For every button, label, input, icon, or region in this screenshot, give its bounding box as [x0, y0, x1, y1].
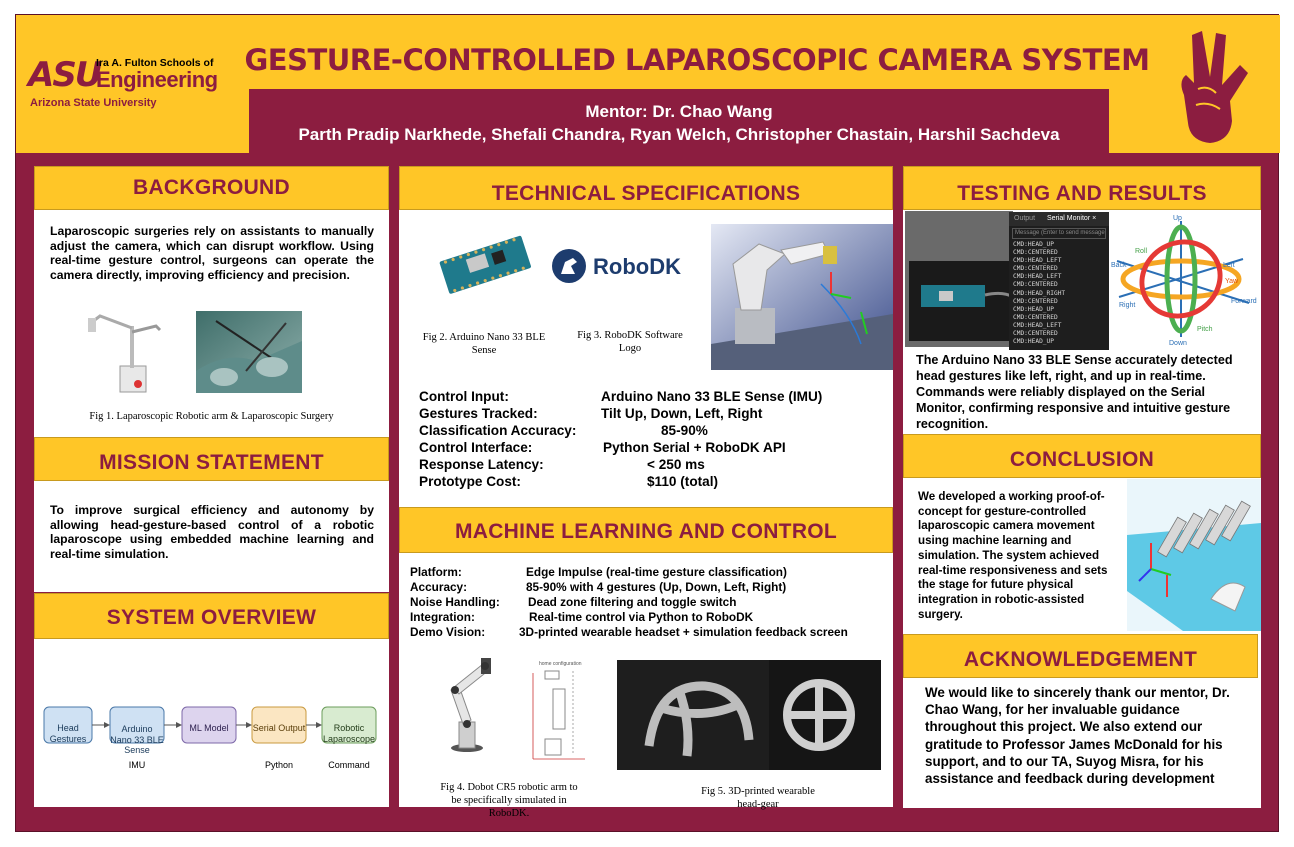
flow-block-robotic-laparoscope: Robotic Laparoscope	[322, 723, 376, 744]
serial-line: CMD:HEAD_UP	[1013, 241, 1054, 248]
axis-label-back: Back	[1111, 262, 1127, 269]
tech-panel	[399, 166, 893, 507]
spec-value: 85-90%	[661, 423, 708, 438]
asu-logo	[28, 55, 228, 115]
serial-monitor	[1009, 212, 1109, 350]
overview-panel	[34, 593, 389, 807]
poster-title: GESTURE-CONTROLLED LAPAROSCOPIC CAMERA SYSTEM	[244, 43, 1150, 77]
spec-key: Classification Accuracy:	[419, 423, 577, 438]
mentor-line: Mentor: Dr. Chao Wang	[585, 102, 773, 121]
serial-line: CMD:HEAD_LEFT	[1013, 273, 1062, 281]
serial-line: CMD:HEAD_UP	[1013, 305, 1054, 313]
serial-tabs	[1009, 212, 1109, 226]
axis-label-left: Left	[1223, 262, 1235, 269]
spec-row	[419, 422, 879, 439]
serial-line: CMD:HEAD_UP	[1013, 338, 1054, 346]
spec-row	[419, 388, 879, 405]
fig3-caption: Fig 3. RoboDK Software Logo	[577, 330, 683, 354]
ml-list	[410, 565, 890, 640]
arduino-board-image	[433, 230, 537, 304]
pitchfork-hand-icon	[1164, 25, 1254, 149]
background-heading: BACKGROUND	[34, 166, 389, 210]
overview-heading: SYSTEM OVERVIEW	[34, 593, 389, 639]
serial-message-input[interactable]: Message (Enter to send message	[1012, 228, 1106, 239]
axis-label-pitch: Pitch	[1197, 326, 1213, 333]
spec-row	[419, 473, 879, 490]
tab-output[interactable]: Output	[1014, 215, 1036, 222]
axis-label-up: Up	[1173, 215, 1182, 222]
flow-sub-python: Python	[264, 760, 294, 770]
spec-value: Arduino Nano 33 BLE Sense (IMU)	[601, 389, 823, 404]
fig5-caption: Fig 5. 3D-printed wearable head-gear	[701, 786, 815, 810]
spec-value: Python Serial + RoboDK API	[603, 440, 786, 455]
tech-heading: TECHNICAL SPECIFICATIONS	[399, 166, 893, 210]
spec-key: Gestures Tracked:	[419, 406, 538, 421]
ml-value: Real-time control via Python to RoboDK	[529, 610, 754, 624]
serial-line: CMD:CENTERED	[1013, 265, 1058, 273]
ack-panel	[903, 634, 1261, 808]
author-banner	[249, 89, 1109, 153]
ml-row	[410, 565, 890, 580]
fig2-caption: Fig 2. Arduino Nano 33 BLE Sense	[422, 332, 546, 356]
ml-row	[410, 625, 890, 640]
axis-label-roll: Roll	[1135, 248, 1148, 255]
robodk-logo-icon	[551, 248, 587, 284]
poster-header	[16, 15, 1280, 153]
fig4-caption: Fig 4. Dobot CR5 robotic arm to be specifically simulated in RoboDK.	[440, 782, 578, 819]
surgery-photo	[196, 311, 302, 393]
school-line: Ira A. Fulton Schools of	[96, 57, 214, 69]
ml-value: 85-90% with 4 gestures (Up, Down, Left, Right)	[526, 580, 787, 594]
flow-block-arduino: Arduino Nano 33 BLE Sense	[110, 724, 164, 755]
tab-serial-monitor[interactable]: Serial Monitor ×	[1046, 215, 1097, 222]
ack-heading: ACKNOWLEDGEMENT	[903, 634, 1258, 678]
background-panel	[34, 166, 389, 437]
ml-key: Integration:	[410, 610, 475, 624]
serial-line: CMD:CENTERED	[1013, 249, 1058, 257]
university-name: Arizona State University	[30, 97, 157, 109]
ml-key: Demo Vision:	[410, 625, 486, 639]
conclusion-heading: CONCLUSION	[903, 434, 1261, 478]
testing-heading: TESTING AND RESULTS	[903, 166, 1261, 210]
hardware-photo	[905, 211, 1013, 347]
ml-row	[410, 610, 890, 625]
robodk-logo-text: RoboDK	[593, 254, 681, 279]
robotic-arm-image	[86, 308, 166, 396]
serial-line: CMD:HEAD_LEFT	[1013, 257, 1062, 265]
flow-block-head-gestures: Head Gestures	[49, 723, 87, 744]
ml-key: Platform:	[410, 565, 462, 579]
dobot-arm-image	[437, 650, 509, 754]
spec-value: $110 (total)	[647, 474, 719, 489]
serial-line: CMD:CENTERED	[1013, 297, 1058, 305]
spec-key: Prototype Cost:	[419, 474, 521, 489]
poster	[15, 14, 1279, 832]
serial-line: CMD:HEAD_LEFT	[1013, 321, 1062, 329]
mission-heading: MISSION STATEMENT	[34, 437, 389, 481]
axis-label-yaw: Yaw	[1225, 278, 1239, 285]
testing-panel	[903, 166, 1261, 434]
serial-line: CMD:CENTERED	[1013, 313, 1058, 321]
asu-logo-mark: ASU	[28, 55, 101, 95]
mission-text: To improve surgical efficiency and autonomy by allowing head-gesture-based control of a robotic laparoscope using embedded machine learning and real-time simulation.	[50, 503, 374, 561]
school-name: Engineering	[96, 67, 218, 92]
robodk-simulation-image	[711, 224, 893, 370]
ml-value: 3D-printed wearable headset + simulation feedback screen	[519, 625, 848, 639]
conclusion-text: We developed a working proof-of-concept for gesture-controlled laparoscopic camera movement using machine learning and simulation. The system achieved real-time responsiveness and sets the stage for future physical integration in robotic-assisted surgery.	[918, 490, 1108, 621]
serial-line: CMD:CENTERED	[1013, 330, 1058, 338]
testing-text: The Arduino Nano 33 BLE Sense accurately detected head gestures like left, right, and up in real-time. Commands were reliably displayed on the Serial Monitor, confirming responsive and intuitive gesture recognition.	[916, 353, 1233, 431]
spec-key: Response Latency:	[419, 457, 544, 472]
authors-line: Parth Pradip Narkhede, Shefali Chandra, Ryan Welch, Christopher Chastain, Harshil Sachdeva	[298, 125, 1060, 144]
axis-label-right: Right	[1119, 302, 1136, 309]
spec-value: Tilt Up, Down, Left, Right	[601, 406, 763, 421]
spec-key: Control Input:	[419, 389, 509, 404]
simulation-result-image	[1127, 479, 1261, 631]
ml-key: Accuracy:	[410, 580, 468, 594]
axis-label-forward: Forward	[1231, 298, 1257, 305]
spec-list	[419, 388, 879, 490]
ack-text: We would like to sincerely thank our mentor, Dr. Chao Wang, for her invaluable guidance throughout this project. We also extend our gratitude to Professor James McDonald for his support, and to our TA, Suyog Misra, for his assistance and feedback during development	[925, 685, 1230, 787]
ml-row	[410, 595, 890, 610]
flow-sub-command: Command	[328, 760, 370, 770]
ml-row	[410, 580, 890, 595]
serial-log	[1009, 241, 1109, 346]
headgear-render-image	[617, 660, 881, 770]
spec-row	[419, 405, 879, 422]
background-text: Laparoscopic surgeries rely on assistants to manually adjust the camera, which can disrupt workflow. Using real-time gesture control, surgeons can operate the camera directly, improving efficiency and precision.	[50, 224, 374, 282]
ml-panel	[399, 507, 893, 819]
conclusion-panel	[903, 434, 1261, 634]
spec-row	[419, 456, 879, 473]
ml-value: Dead zone filtering and toggle switch	[528, 595, 737, 609]
axis-label-down: Down	[1169, 340, 1187, 347]
flow-block-ml-model: ML Model	[189, 723, 229, 733]
flow-sub-imu: IMU	[128, 760, 146, 770]
ml-value: Edge Impulse (real-time gesture classification)	[526, 565, 787, 579]
svg-text:home configuration: home configuration	[539, 661, 582, 667]
mission-panel	[34, 437, 389, 592]
spec-row	[419, 439, 879, 456]
fig1-caption: Fig 1. Laparoscopic Robotic arm & Laparoscopic Surgery	[89, 411, 334, 422]
spec-value: < 250 ms	[647, 457, 705, 472]
ml-heading: MACHINE LEARNING AND CONTROL	[399, 507, 893, 553]
arm-schematic-image	[525, 659, 593, 765]
serial-line: CMD:CENTERED	[1013, 281, 1058, 289]
serial-line: CMD:HEAD_RIGHT	[1013, 289, 1066, 297]
spec-key: Control Interface:	[419, 440, 533, 455]
flow-block-serial-output: Serial Output	[252, 723, 306, 733]
ml-key: Noise Handling:	[410, 595, 500, 609]
